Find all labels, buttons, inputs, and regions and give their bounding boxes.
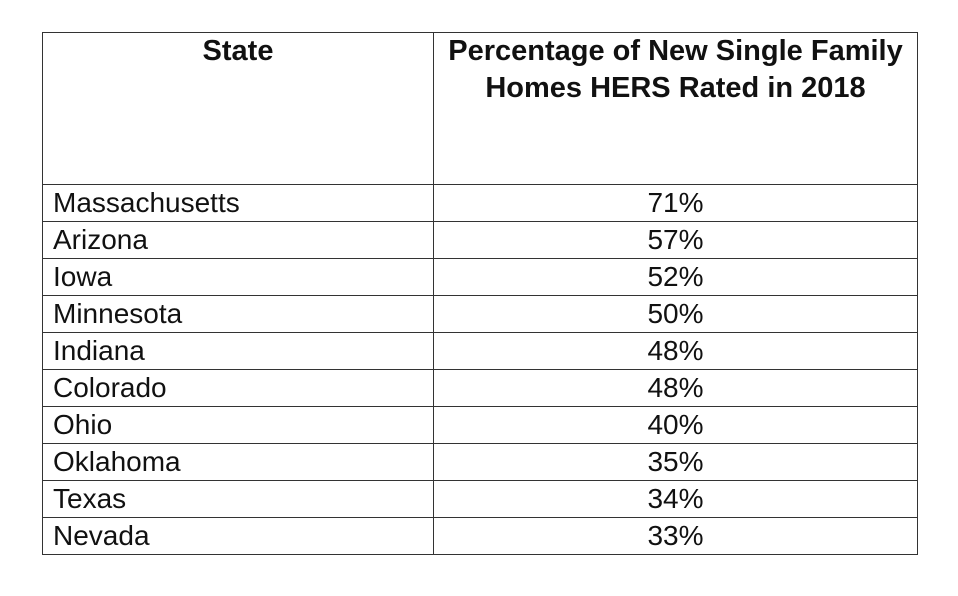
percentage-cell: 52% bbox=[434, 259, 918, 296]
column-header-percentage: Percentage of New Single Family Homes HERS Rated in 2018 bbox=[434, 33, 918, 185]
table-row bbox=[43, 518, 918, 555]
table-row bbox=[43, 222, 918, 259]
state-cell: Colorado bbox=[43, 370, 434, 407]
percentage-cell: 50% bbox=[434, 296, 918, 333]
percentage-cell: 35% bbox=[434, 444, 918, 481]
percentage-cell: 48% bbox=[434, 370, 918, 407]
state-cell: Nevada bbox=[43, 518, 434, 555]
state-cell: Massachusetts bbox=[43, 185, 434, 222]
table-row bbox=[43, 481, 918, 518]
percentage-cell: 33% bbox=[434, 518, 918, 555]
state-cell: Indiana bbox=[43, 333, 434, 370]
table-row bbox=[43, 259, 918, 296]
percentage-cell: 40% bbox=[434, 407, 918, 444]
table-row bbox=[43, 407, 918, 444]
table-row bbox=[43, 185, 918, 222]
table-header bbox=[43, 33, 918, 185]
table-row bbox=[43, 444, 918, 481]
state-cell: Oklahoma bbox=[43, 444, 434, 481]
percentage-cell: 48% bbox=[434, 333, 918, 370]
state-cell: Minnesota bbox=[43, 296, 434, 333]
state-cell: Ohio bbox=[43, 407, 434, 444]
state-cell: Texas bbox=[43, 481, 434, 518]
hers-rating-table bbox=[42, 32, 918, 555]
percentage-cell: 71% bbox=[434, 185, 918, 222]
percentage-cell: 57% bbox=[434, 222, 918, 259]
table-row bbox=[43, 370, 918, 407]
column-header-state: State bbox=[43, 33, 434, 185]
header-row bbox=[43, 33, 918, 185]
percentage-cell: 34% bbox=[434, 481, 918, 518]
table-row bbox=[43, 333, 918, 370]
table-body bbox=[43, 185, 918, 555]
state-cell: Arizona bbox=[43, 222, 434, 259]
table-row bbox=[43, 296, 918, 333]
state-cell: Iowa bbox=[43, 259, 434, 296]
